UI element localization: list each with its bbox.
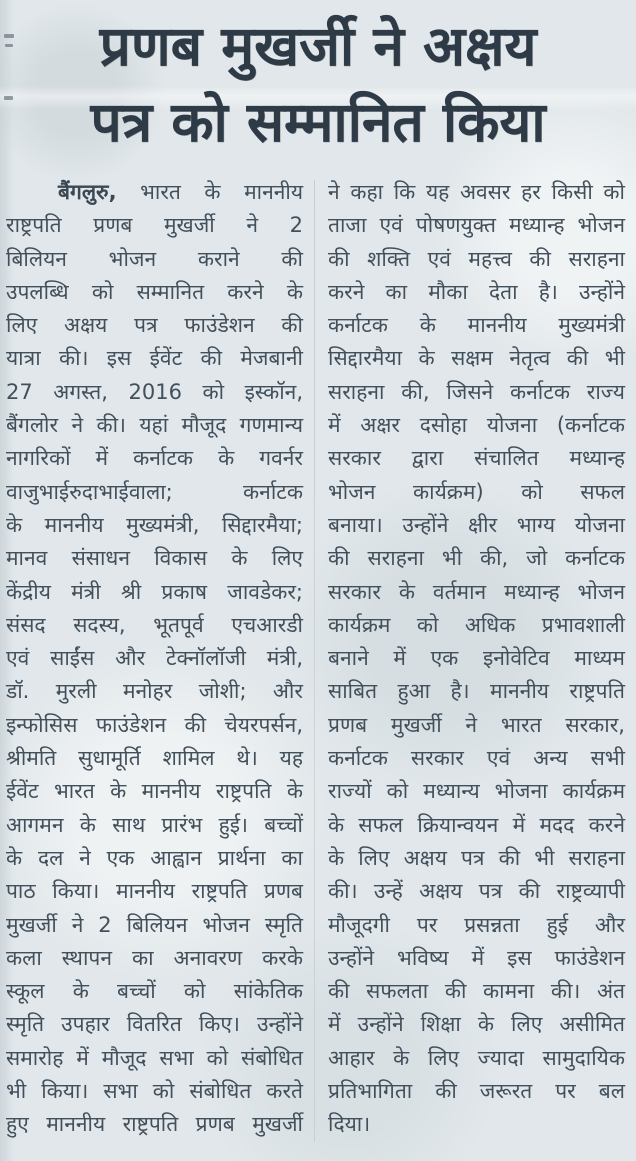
- body-line: की सफलता की कामना की। अंत: [328, 979, 625, 1004]
- body-line: सिद्दारमैया के सक्षम नेतृत्व की भी: [328, 346, 625, 371]
- body-line: प्रणब मुखर्जी ने भारत सरकार,: [328, 712, 625, 737]
- article-headline: [6, 8, 630, 160]
- article-column-right: [328, 176, 625, 1142]
- body-line: की। उन्हें अक्षय पत्र की राष्ट्रव्यापी: [328, 879, 625, 904]
- body-line: सरकार के वर्तमान मध्यान्ह भोजन: [328, 579, 625, 604]
- body-line: एवं साईंस और टेक्नॉलॉजी मंत्री,: [6, 646, 303, 671]
- body-line: कला स्थापन का अनावरण करके: [6, 945, 303, 970]
- body-line: मुखर्जी ने 2 बिलियन भोजन स्मृति: [6, 912, 303, 937]
- body-line: समारोह में मौजूद सभा को संबोधित: [6, 1045, 303, 1070]
- body-line: उपलब्धि को सम्मानित करने के: [6, 279, 303, 304]
- body-line: के दल ने एक आह्वान प्रार्थना का: [6, 845, 303, 870]
- body-line: बैंगलोर ने की। यहां मौजूद गणमान्य: [6, 413, 303, 438]
- body-line: संसद सदस्य, भूतपूर्व एचआरडी: [6, 612, 303, 637]
- body-line: यात्रा की। इस ईवेंट की मेजबानी: [6, 346, 303, 371]
- body-line: में अक्षर दसोहा योजना (कर्नाटक: [328, 413, 625, 438]
- body-line: हुए माननीय राष्ट्रपति प्रणब मुखर्जी: [6, 1112, 303, 1137]
- body-line: में उन्होंने शिक्षा के लिए असीमित: [328, 1012, 625, 1037]
- body-line: सराहना की, जिसने कर्नाटक राज्य: [328, 379, 625, 404]
- body-line: कार्यक्रम को अधिक प्रभावशाली: [328, 612, 625, 637]
- headline-line-1: प्रणब मुखर्जी ने अक्षय: [99, 14, 537, 78]
- headline-line-2: पत्र को सम्मानित किया: [90, 90, 546, 154]
- body-line: डॉ. मुरली मनोहर जोशी; और: [6, 679, 303, 704]
- body-line: वाजुभाईरुदाभाईवाला; कर्नाटक: [6, 479, 303, 504]
- scan-artifact: [4, 34, 14, 38]
- body-line: राष्ट्रपति प्रणब मुखर्जी ने 2: [6, 213, 303, 238]
- body-line: आगमन के साथ प्रारंभ हुई। बच्चों: [6, 812, 303, 837]
- column-divider: [314, 180, 315, 1142]
- scan-artifact: [4, 96, 13, 100]
- body-line: सरकार द्वारा संचालित मध्यान्ह: [328, 446, 625, 471]
- body-line: की सराहना भी की, जो कर्नाटक: [328, 546, 625, 571]
- body-line: साबित हुआ है। माननीय राष्ट्रपति: [328, 679, 625, 704]
- dateline: बैंगलुरु,: [58, 180, 117, 204]
- body-line: के माननीय मुख्यमंत्री, सिद्दारमैया;: [6, 512, 303, 537]
- body-line-text: भारत के माननीय: [116, 180, 303, 204]
- body-line: राज्यों को मध्यान्य भोजना कार्यक्रम: [328, 779, 625, 804]
- body-line: लिए अक्षय पत्र फाउंडेशन की: [6, 313, 303, 338]
- body-line: के लिए अक्षय पत्र की भी सराहना: [328, 845, 625, 870]
- body-line: भी किया। सभा को संबोधित करते: [6, 1079, 303, 1104]
- body-line: स्कूल के बच्चों को सांकेतिक: [6, 979, 303, 1004]
- body-line: केंद्रीय मंत्री श्री प्रकाष जावडेकर;: [6, 579, 303, 604]
- body-line: श्रीमति सुधामूर्ति शामिल थे। यह: [6, 746, 303, 771]
- body-line: पाठ किया। माननीय राष्ट्रपति प्रणब: [6, 879, 303, 904]
- body-line: कर्नाटक के माननीय मुख्यमंत्री: [328, 313, 625, 338]
- body-line: के सफल क्रियान्वयन में मदद करने: [328, 812, 625, 837]
- body-line: आहार के लिए ज्यादा सामुदायिक: [328, 1045, 625, 1070]
- body-line: करने का मौका देता है। उन्होंने: [328, 279, 625, 304]
- body-line: बिलियन भोजन कराने की: [6, 246, 303, 271]
- body-line: इन्फोसिस फाउंडेशन की चेयरपर्सन,: [6, 712, 303, 737]
- scan-artifact: [5, 44, 13, 47]
- body-line: स्मृति उपहार वितरित किए। उन्होंने: [6, 1012, 303, 1037]
- body-line: नागरिकों में कर्नाटक के गवर्नर: [6, 446, 303, 471]
- body-line: मौजूदगी पर प्रसन्नता हुई और: [328, 912, 625, 937]
- body-line: प्रतिभागिता की जरूरत पर बल: [328, 1079, 625, 1104]
- body-line: कर्नाटक सरकार एवं अन्य सभी: [328, 746, 625, 771]
- article-column-left: [6, 176, 303, 1142]
- body-line: ताजा एवं पोषणयुक्त मध्यान्ह भोजन: [328, 213, 625, 238]
- body-last-line: दिया।: [328, 1112, 371, 1137]
- body-line: बनाने में एक इनोवेटिव माध्यम: [328, 646, 625, 671]
- body-line: उन्होंने भविष्य में इस फाउंडेशन: [328, 945, 625, 970]
- body-line: मानव संसाधन विकास के लिए: [6, 546, 303, 571]
- body-line: की शक्ति एवं महत्त्व की सराहना: [328, 246, 625, 271]
- body-line: भोजन कार्यक्रम) को सफल: [328, 479, 625, 504]
- body-first-line: [6, 176, 303, 209]
- article-body: [6, 176, 630, 1142]
- body-line: 27 अगस्त, 2016 को इस्कॉन,: [6, 379, 303, 404]
- body-line: ईवेंट भारत के माननीय राष्ट्रपति के: [6, 779, 303, 804]
- body-line: ने कहा कि यह अवसर हर किसी को: [328, 180, 625, 204]
- body-line: बनाया। उन्होंने क्षीर भाग्य योजना: [328, 512, 625, 537]
